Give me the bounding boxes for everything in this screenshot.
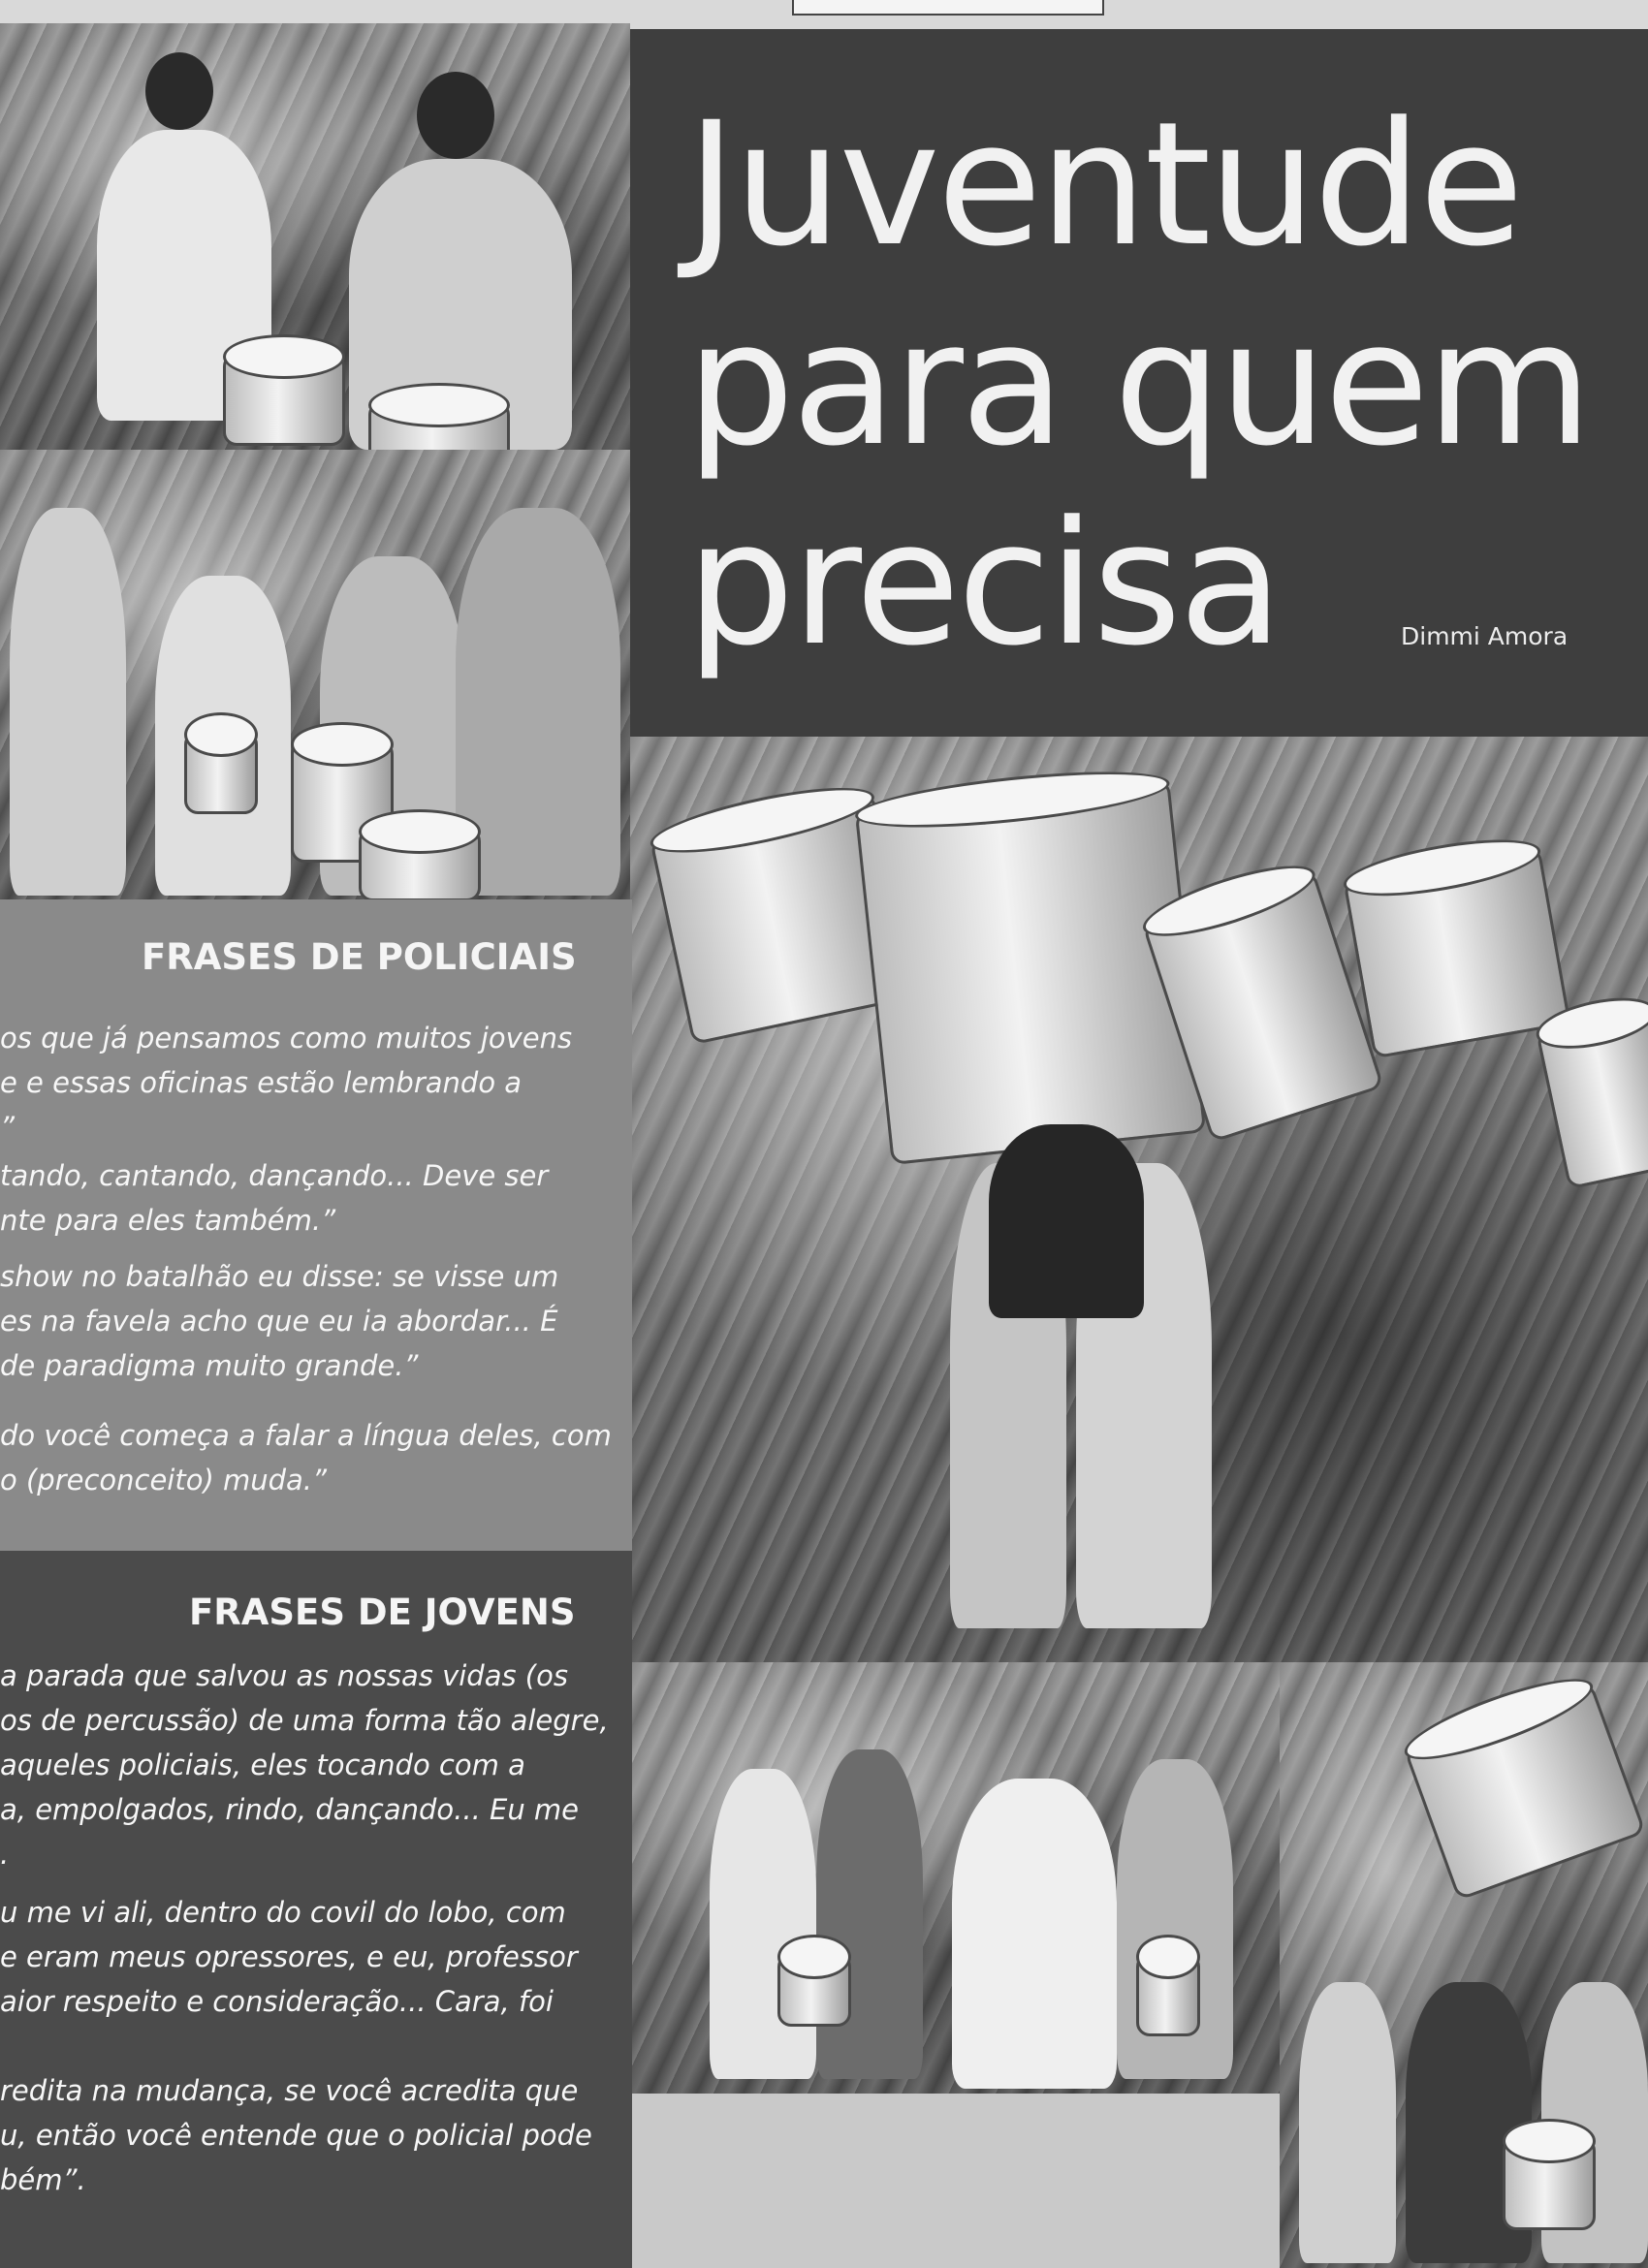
- headline: Juventude para quem precisa: [686, 85, 1590, 683]
- photo-drum-parade: [630, 737, 1648, 1662]
- page-tab-marker: [792, 0, 1104, 16]
- photo-group-performance: [632, 1662, 1280, 2094]
- quote-policial: tando, cantando, dançando... Deve ser nte para eles também.”: [0, 1159, 549, 1237]
- quote-jovem: redita na mudança, se você acredita que u, então você entende que o policial pode bém”.: [0, 2074, 592, 2196]
- quote-policial: os que já pensamos como muitos jovens e e essas oficinas estão lembrando a ”: [0, 1022, 573, 1144]
- quotes-policiais-heading: FRASES DE POLICIAIS: [142, 936, 577, 978]
- headline-block: [630, 29, 1648, 737]
- quote-policial: show no batalhão eu disse: se visse um es na favela acho que eu ia abordar... É de paradigma muito grande.”: [0, 1260, 559, 1382]
- quotes-jovens-heading: FRASES DE JOVENS: [189, 1591, 576, 1633]
- quotes-jovens-panel: [0, 1551, 632, 2268]
- quote-jovem: u me vi ali, dentro do covil do lobo, com e eram meus opressores, e eu, professor aior respeito e consideração... Cara, foi: [0, 1896, 578, 2018]
- quote-policial: do você começa a falar a língua deles, com o (preconceito) muda.”: [0, 1419, 612, 1496]
- photo-drummers-top: [0, 23, 630, 450]
- blank-area: [632, 2094, 1280, 2268]
- quote-jovem: a parada que salvou as nossas vidas (os os de percussão) de uma forma tão alegre, aqueles policiais, eles tocando com a a, empolgados, rindo, dançando... Eu me .: [0, 1659, 609, 1871]
- photo-street-march: [1280, 1662, 1648, 2268]
- byline: Dimmi Amora: [1401, 622, 1569, 650]
- photo-drummers-mid: [0, 450, 630, 899]
- quotes-policiais-panel: [0, 899, 632, 1551]
